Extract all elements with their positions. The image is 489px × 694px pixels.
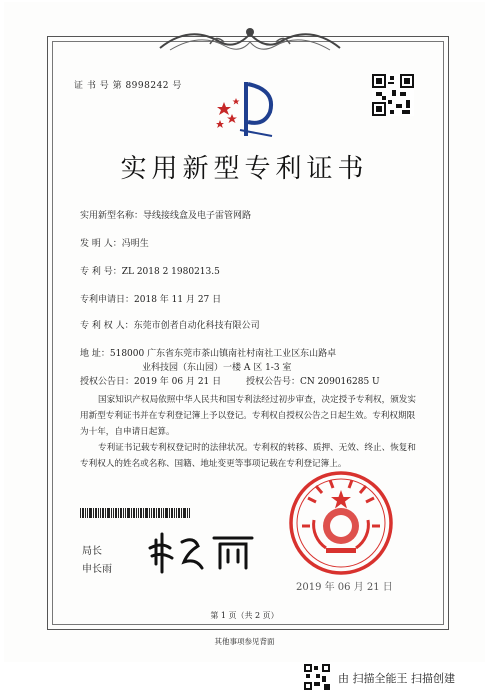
- grant-statement-paragraph: 国家知识产权局依照中华人民共和国专利法经过初步审查，决定授予专利权，颁发实用新型专利证书并在专利登记簿上予以登记。专利权自授权公告之日起生效。专利权期限为十年，自申请日起算。: [80, 395, 416, 437]
- address-line-2: 业科技园（东山园）一楼 A 区 1-3 室: [142, 363, 292, 373]
- field-label: 专利申请日：: [80, 295, 135, 305]
- seal-date: 2019 年 06 月 21 日: [296, 582, 393, 593]
- field-value: 518000 广东省东莞市茶山镇南社村南社工业区东山路卓: [109, 349, 337, 359]
- certificate-title: 实用新型专利证书: [120, 154, 369, 184]
- field-application-date: [80, 292, 221, 305]
- field-address: [80, 346, 336, 359]
- top-ornament: [150, 20, 350, 58]
- field-value: 导线接线盒及电子雷管网路: [143, 211, 252, 221]
- field-label: 发 明 人：: [80, 239, 122, 249]
- signature-name: 申长雨: [82, 564, 112, 575]
- qr-code-icon: [372, 74, 414, 116]
- field-label: 专 利 权 人：: [80, 321, 134, 331]
- field-value: 2018 年 11 月 27 日: [134, 295, 222, 305]
- field-label: 专 利 号：: [80, 267, 122, 277]
- field-patentee: [80, 318, 260, 331]
- field-label: 地 址：: [80, 349, 110, 359]
- field-label: 授权公告号：: [246, 377, 301, 387]
- handwritten-signature: [148, 528, 258, 576]
- field-value: CN 209016285 U: [300, 377, 380, 387]
- official-seal-stamp: [286, 468, 396, 578]
- field-patent-number: [80, 264, 220, 277]
- field-value: 东莞市创者自动化科技有限公司: [133, 321, 260, 331]
- field-inventor: [80, 236, 149, 249]
- field-label: 实用新型名称：: [80, 211, 144, 221]
- signature-title: 局长: [82, 546, 102, 557]
- field-grant-number: [246, 374, 380, 387]
- barcode-icon: [80, 508, 190, 518]
- field-grant-date: [80, 374, 221, 387]
- scanner-qr-icon: [304, 664, 330, 690]
- field-value: 2019 年 06 月 21 日: [134, 377, 222, 387]
- field-value: 冯明生: [121, 239, 149, 249]
- field-utility-model-name: [80, 208, 251, 221]
- field-value: ZL 2018 2 1980213.5: [121, 267, 220, 277]
- scanner-watermark-text: 由 扫描全能王 扫描创建: [338, 672, 455, 685]
- legal-status-paragraph: 专利证书记载专利权登记时的法律状况。专利权的转移、质押、无效、终止、恢复和专利权人的姓名或名称、国籍、地址变更等事项记载在专利登记簿上。: [80, 443, 416, 469]
- page-number: 第 1 页（共 2 页）: [210, 611, 279, 620]
- certificate-number: 证 书 号 第 8998242 号: [74, 81, 182, 91]
- field-label: 授权公告日：: [80, 377, 135, 387]
- patent-office-emblem-icon: [210, 78, 280, 140]
- back-side-note: 其他事项参见背面: [214, 637, 275, 646]
